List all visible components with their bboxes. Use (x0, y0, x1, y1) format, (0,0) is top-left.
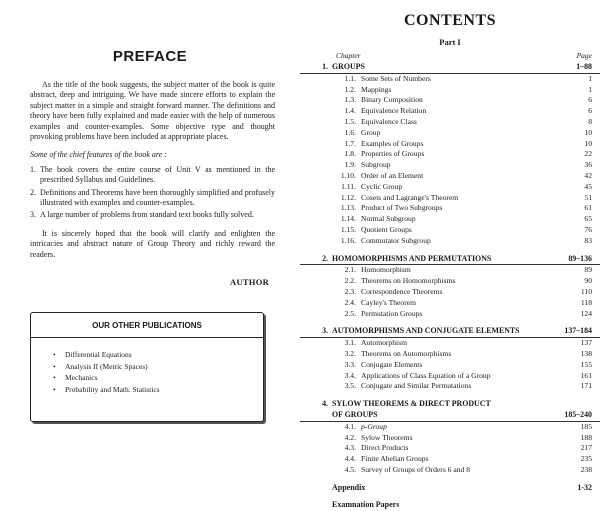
section-number: 3.2. (344, 348, 356, 358)
preface-page (0, 0, 300, 488)
section-title: Group (361, 127, 381, 137)
section-number: 1.8. (344, 149, 356, 159)
closing-paragraph: It is sincerely hoped that the book will clarify and enlighten the intricacies and abstract nature of Group Theory and richly reward the readers. (30, 228, 275, 259)
section-page: 76 (584, 224, 592, 234)
section-title: Sylow Theorems (361, 432, 413, 442)
section-number: 3.3. (344, 359, 356, 369)
section-title: p-Group (361, 421, 387, 431)
section-title: Homomorphism (361, 265, 411, 275)
exam-papers-title: Examnation Papers (332, 500, 400, 510)
section-title: Commutator Subgroup (361, 235, 431, 245)
chapter-title: SYLOW THEOREMS & DIRECT PRODUCT (332, 399, 491, 409)
publication-title: Differential Equations (65, 350, 132, 359)
section-title: Applications of Class Equation of a Group (361, 370, 491, 380)
section-row[interactable] (300, 276, 600, 287)
section-number: 1.2. (344, 84, 356, 94)
feature-text: A large number of problems from standard text books fully solved. (40, 210, 254, 220)
section-page: 10 (584, 138, 592, 148)
section-page: 90 (584, 276, 592, 286)
section-row[interactable] (300, 381, 600, 392)
section-title: Normal Subgroup (361, 214, 416, 224)
publication-item (53, 372, 160, 384)
section-row[interactable] (300, 298, 600, 309)
publication-title: Probability and Math. Statistics (65, 384, 160, 394)
page-column-header: Page (576, 51, 592, 60)
chapter-number: 2. (322, 253, 328, 263)
section-row[interactable] (300, 443, 600, 454)
section-title: Conjugate Elements (361, 359, 423, 369)
appendix-pages: 1-32 (577, 482, 592, 492)
section-page: 235 (580, 454, 592, 464)
section-number: 3.5. (344, 381, 356, 391)
appendix-row[interactable] (300, 483, 600, 494)
bullet-icon: • (53, 373, 56, 382)
section-number: 1.16. (340, 235, 356, 245)
section-page: 45 (584, 181, 592, 191)
publication-title: Analysis II (Metric Spaces) (65, 361, 148, 371)
section-title: Mappings (361, 84, 392, 94)
section-page: 89 (584, 265, 592, 275)
section-page: 6 (588, 95, 592, 105)
part-title: Part I (439, 37, 461, 47)
chapter-pages: 137–184 (564, 326, 592, 336)
chapter-title: HOMOMORPHISMS AND PERMUTATIONS (332, 253, 492, 263)
author-signature: AUTHOR (230, 277, 270, 287)
section-title: Theorems on Automorphisms (361, 348, 452, 358)
section-title: Quotient Groups (361, 224, 412, 234)
chapter-pages: 89–136 (568, 253, 592, 263)
section-number: 1.4. (344, 106, 356, 116)
feature-number: 2. (30, 187, 36, 197)
section-page: 155 (580, 359, 592, 369)
section-number: 4.4. (344, 454, 356, 464)
chapter-row[interactable] (300, 254, 600, 266)
section-page: 138 (580, 348, 592, 358)
section-title: Finite Abelian Groups (361, 454, 429, 464)
section-row[interactable] (300, 128, 600, 139)
section-title: Automorphism (361, 338, 407, 348)
section-title: Product of Two Subgroups (361, 203, 443, 213)
section-row[interactable] (300, 454, 600, 465)
section-title: Binary Composition (361, 95, 423, 105)
section-page: 137 (580, 338, 592, 348)
section-row[interactable] (300, 74, 600, 85)
publications-divider (31, 337, 263, 338)
section-title: Survey of Groups of Orders 6 and 8 (361, 464, 471, 474)
feature-number: 3. (30, 210, 36, 220)
publications-title: OUR OTHER PUBLICATIONS (92, 321, 202, 330)
section-number: 1.7. (344, 138, 356, 148)
section-page: 124 (580, 308, 592, 318)
section-title: Properties of Groups (361, 149, 425, 159)
features-heading: Some of the chief features of the book are : (30, 150, 167, 160)
section-page: 171 (580, 381, 592, 391)
section-row[interactable] (300, 349, 600, 360)
section-title: Subgroup (361, 160, 391, 170)
feature-text: Definitions and Theorems have been thoroughly simplified and profusely illustrated with examples and counter-examples. (40, 187, 275, 208)
section-page: 110 (580, 286, 592, 296)
section-page: 188 (580, 432, 592, 442)
publications-list (53, 349, 160, 395)
section-row[interactable] (300, 225, 600, 236)
bullet-icon: • (53, 361, 56, 371)
section-row[interactable] (300, 160, 600, 171)
preface-paragraph: As the title of the book suggests, the subject matter of the book is quite abstract, deep and intriguing. We have made sincere efforts to explain the subject matter in a simple and straight forward manner. The definitions and theory have been fully explained and made easier with the help of numerous examples and counter-examples. Some objective type and thought provoking problems have been included at appropriate places. (30, 80, 275, 142)
contents-title: CONTENTS (403, 12, 497, 29)
section-title: Some Sets of Numbers (361, 73, 431, 83)
section-number: 4.2. (344, 432, 356, 442)
feature-number: 1. (30, 164, 36, 174)
section-row[interactable] (300, 433, 600, 444)
chapter-pages: 1–88 (576, 62, 592, 71)
section-page: 1 (588, 73, 592, 83)
table-of-contents (300, 62, 600, 511)
section-number: 2.4. (344, 297, 356, 307)
section-row[interactable] (300, 106, 600, 117)
section-page: 118 (580, 297, 592, 307)
section-row[interactable] (300, 265, 600, 276)
section-number: 1.13. (340, 203, 356, 213)
section-number: 3.1. (344, 338, 356, 348)
section-page: 238 (580, 464, 592, 474)
section-page: 61 (584, 203, 592, 213)
appendix-title: Appendix (332, 482, 366, 492)
bullet-icon: • (53, 350, 56, 359)
chapter-row-continued[interactable] (300, 410, 600, 422)
section-title: Equivalence Relation (361, 106, 427, 116)
section-row[interactable] (300, 171, 600, 182)
section-number: 4.1. (344, 421, 356, 431)
section-row[interactable] (300, 214, 600, 225)
section-number: 3.4. (344, 370, 356, 380)
section-title: Equivalence Class (361, 116, 417, 126)
section-number: 4.5. (344, 464, 356, 474)
section-number: 1.1. (344, 73, 356, 83)
section-title: Cayley's Theorem (361, 297, 417, 307)
section-row[interactable] (300, 371, 600, 382)
section-number: 1.6. (344, 127, 356, 137)
section-number: 1.12. (340, 192, 356, 202)
publication-item (53, 384, 160, 396)
section-number: 2.2. (344, 276, 356, 286)
section-page: 42 (584, 170, 592, 180)
section-page: 36 (584, 160, 592, 170)
publication-item (53, 349, 160, 361)
chapter-number: 3. (322, 326, 328, 336)
chapter-title: AUTOMORPHISMS AND CONJUGATE ELEMENTS (332, 326, 520, 336)
section-row[interactable] (300, 139, 600, 150)
section-number: 2.1. (344, 265, 356, 275)
chapter-row[interactable] (300, 399, 600, 410)
section-row[interactable] (300, 338, 600, 349)
section-number: 2.3. (344, 286, 356, 296)
feature-item (30, 210, 275, 220)
section-title: Order of an Element (361, 170, 424, 180)
section-page: 8 (588, 116, 592, 126)
section-row[interactable] (300, 465, 600, 476)
section-row[interactable] (300, 422, 600, 433)
section-page: 83 (584, 235, 592, 245)
section-title: Cosets and Lagrange's Theorem (361, 192, 459, 202)
section-number: 1.3. (344, 95, 356, 105)
section-number: 1.14. (340, 214, 356, 224)
section-page: 51 (584, 192, 592, 202)
section-number: 1.5. (344, 116, 356, 126)
chapter-number: 4. (322, 399, 328, 409)
chapter-number: 1. (322, 62, 328, 71)
contents-page (300, 0, 600, 510)
chapter-title: GROUPS (332, 62, 365, 71)
section-row[interactable] (300, 117, 600, 128)
section-title: Direct Products (361, 443, 409, 453)
preface-body (30, 80, 275, 260)
section-page: 6 (588, 106, 592, 116)
section-page: 22 (584, 149, 592, 159)
publication-item (53, 361, 160, 373)
section-number: 1.9. (344, 160, 356, 170)
section-title: Conjugate and Similar Permutations (361, 381, 472, 391)
feature-item (30, 188, 275, 209)
section-row[interactable] (300, 182, 600, 193)
exam-papers-row[interactable] (300, 500, 600, 511)
chapter-row[interactable] (300, 326, 600, 338)
feature-item (30, 165, 275, 186)
section-title: Permutation Groups (361, 308, 423, 318)
section-page: 161 (580, 370, 592, 380)
section-title: Examples of Groups (361, 138, 424, 148)
section-row[interactable] (300, 193, 600, 204)
section-number: 1.15. (340, 224, 356, 234)
section-number: 1.11. (341, 181, 356, 191)
chapter-row[interactable] (300, 62, 600, 74)
section-number: 4.3. (344, 443, 356, 453)
section-number: 1.10. (340, 170, 356, 180)
section-row[interactable] (300, 236, 600, 247)
section-title: Cyclic Group (361, 181, 403, 191)
feature-text: The book covers the entire course of Unit V as mentioned in the prescribed Syllabus and Guidelines. (40, 164, 275, 185)
section-title: Theorems on Homomorphisms (361, 276, 456, 286)
section-page: 217 (580, 443, 592, 453)
section-row[interactable] (300, 309, 600, 320)
other-publications-box (30, 312, 264, 422)
section-page: 185 (580, 421, 592, 431)
preface-title: PREFACE (112, 48, 188, 65)
section-number: 2.5. (344, 308, 356, 318)
section-page: 65 (584, 214, 592, 224)
chapter-column-header: Chapter (336, 51, 361, 60)
section-row[interactable] (300, 360, 600, 371)
chapter-pages: 185–240 (564, 409, 592, 419)
publication-title: Mechanics (65, 373, 98, 382)
section-row[interactable] (300, 95, 600, 106)
section-row[interactable] (300, 149, 600, 160)
feature-list (30, 165, 275, 221)
chapter-title-continued: OF GROUPS (332, 409, 378, 419)
section-row[interactable] (300, 203, 600, 214)
section-title: Correspondence Theorems (361, 286, 443, 296)
section-row[interactable] (300, 287, 600, 298)
section-page: 1 (588, 84, 592, 94)
section-row[interactable] (300, 85, 600, 96)
bullet-icon: • (53, 384, 56, 394)
section-page: 10 (584, 127, 592, 137)
